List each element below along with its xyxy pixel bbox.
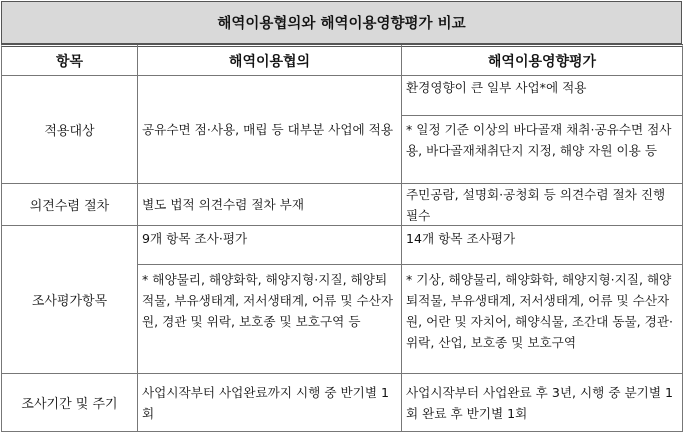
row-target-col2-bottom-text: * 일정 기준 이상의 바다골재 채취·공유수면 점사용, 바다골재채취단지 지정, 해양 자원 이용 등 <box>406 122 672 158</box>
row-survey-col2-bottom-text: * 기상, 해양물리, 해양화학, 해양지형·지질, 해양퇴적물, 부유생태계, 저서생태계, 어류 및 수산자원, 어란 및 자치어, 해양식물, 조간대 동물, 경관·위락, 산업, 보호종 및 보호구역 <box>406 272 674 350</box>
row-survey-col2-top-text: 14개 항목 조사평가 <box>406 231 516 246</box>
row-label-target: 적용대상 <box>1 75 138 184</box>
row-survey-col1-bottom <box>137 264 402 374</box>
row-opinion-col2-text: 주민공람, 설명회·공청회 등 의견수렴 절차 진행 필수 <box>406 187 666 223</box>
row-period-col1-text: 사업시작부터 사업완료까지 시행 중 반기별 1회 <box>142 384 390 421</box>
row-period-col1 <box>137 373 402 432</box>
row-target-col2-top-text: 환경영향이 큰 일부 사업*에 적용 <box>406 80 587 95</box>
row-period-col2 <box>401 373 683 432</box>
row-survey-col1-bottom-text: * 해양물리, 해양화학, 해양지형·지질, 해양퇴적물, 부유생태계, 저서생태계, 어류 및 수산자원, 경관 및 위락, 보호종 및 보호구역 등 <box>142 272 394 329</box>
header-col1: 해역이용협의 <box>137 44 402 76</box>
row-survey-col1-top-text: 9개 항목 조사·평가 <box>142 231 248 246</box>
header-col2: 해역이용영향평가 <box>401 44 683 76</box>
row-label-survey-items: 조사평가항목 <box>1 225 138 374</box>
header-item: 항목 <box>1 44 138 76</box>
table-title: 해역이용협의와 해역이용영향평가 비교 <box>1 1 682 44</box>
row-period-col2-text: 사업시작부터 사업완료 후 3년, 시행 중 분기별 1회 완료 후 반기별 1회 <box>406 384 674 421</box>
row-survey-col2-top <box>401 225 683 265</box>
row-label-opinion: 의견수렴 절차 <box>1 183 138 226</box>
row-opinion-col2 <box>401 183 683 226</box>
row-opinion-col1 <box>137 183 402 226</box>
row-target-col2-top <box>401 75 683 116</box>
row-target-col1-text: 공유수면 점·사용, 매립 등 대부분 사업에 적용 <box>142 122 394 137</box>
row-target-col1 <box>137 75 402 184</box>
row-survey-col1-top <box>137 225 402 265</box>
row-survey-col2-bottom <box>401 264 683 374</box>
row-label-period: 조사기간 및 주기 <box>1 373 138 432</box>
row-opinion-col1-text: 별도 법적 의견수렴 절차 부재 <box>142 197 304 212</box>
row-target-col2-bottom <box>401 115 683 184</box>
